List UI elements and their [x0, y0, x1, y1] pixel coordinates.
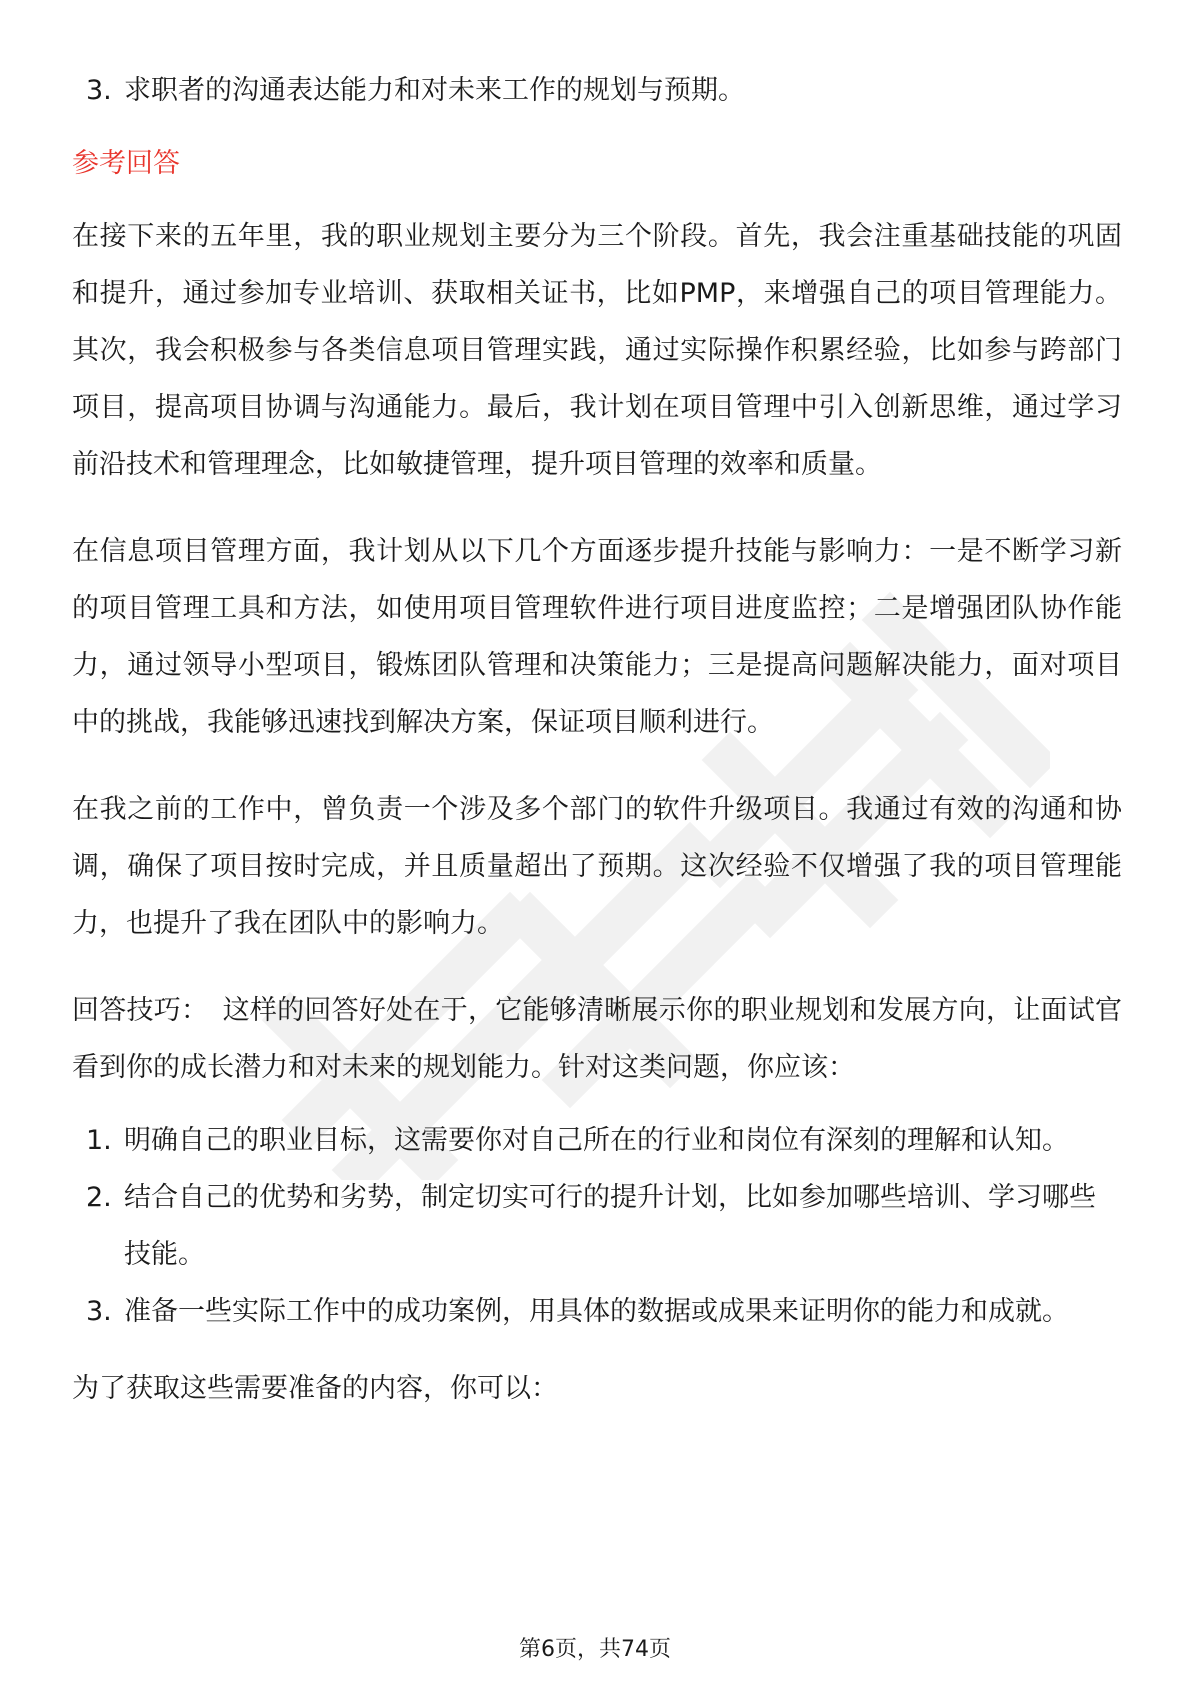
list-item-text: 明确自己的职业目标，这需要你对自己所在的行业和岗位有深刻的理解和认知。: [124, 1125, 1069, 1156]
tips-paragraph: [72, 982, 1122, 1096]
section-title: 参考回答: [72, 148, 180, 179]
page-footer: 第6页，共74页: [519, 1637, 671, 1662]
list-number: 3.: [86, 1296, 112, 1327]
list-item-text: 求职者的沟通表达能力和对未来工作的规划与预期。: [124, 75, 745, 106]
tips-list: [72, 1112, 1122, 1340]
answer-paragraph-2: 在信息项目管理方面，我计划从以下几个方面逐步提升技能与影响力：一是不断学习新的项目管理工具和方法，如使用项目管理软件进行项目进度监控；二是增强团队协作能力，通过领导小型项目，锻炼团队管理和决策能力；三是提高问题解决能力，面对项目中的挑战，我能够迅速找到解决方案，保证项目顺利进行。: [72, 536, 1122, 738]
list-number: 3.: [86, 75, 112, 106]
list-item: [72, 1112, 1122, 1169]
list-item: [72, 1283, 1122, 1340]
answer-paragraph-3: 在我之前的工作中，曾负责一个涉及多个部门的软件升级项目。我通过有效的沟通和协调，确保了项目按时完成，并且质量超出了预期。这次经验不仅增强了我的项目管理能力，也提升了我在团队中的影响力。: [72, 794, 1122, 939]
list-item-text: 结合自己的优势和劣势，制定切实可行的提升计划，比如参加哪些培训、学习哪些技能。: [124, 1182, 1096, 1270]
tips-label: 回答技巧：: [72, 995, 209, 1026]
page-content: [72, 62, 1122, 1417]
tips-text: 这样的回答好处在于，它能够清晰展示你的职业规划和发展方向，让面试官看到你的成长潜力和对未来的规划能力。针对这类问题，你应该：: [72, 995, 1123, 1083]
list-number: 1.: [86, 1125, 112, 1156]
closing-line: 为了获取这些需要准备的内容，你可以：: [72, 1373, 558, 1404]
top-list-item: [72, 62, 1122, 119]
list-item: [72, 1169, 1122, 1283]
list-number: 2.: [86, 1182, 112, 1213]
answer-paragraph-1: 在接下来的五年里，我的职业规划主要分为三个阶段。首先，我会注重基础技能的巩固和提升，通过参加专业培训、获取相关证书，比如PMP，来增强自己的项目管理能力。其次，我会积极参与各类信息项目管理实践，通过实际操作积累经验，比如参与跨部门项目，提高项目协调与沟通能力。最后，我计划在项目管理中引入创新思维，通过学习前沿技术和管理理念，比如敏捷管理，提升项目管理的效率和质量。: [72, 221, 1122, 480]
list-item-text: 准备一些实际工作中的成功案例，用具体的数据或成果来证明你的能力和成就。: [124, 1296, 1069, 1327]
